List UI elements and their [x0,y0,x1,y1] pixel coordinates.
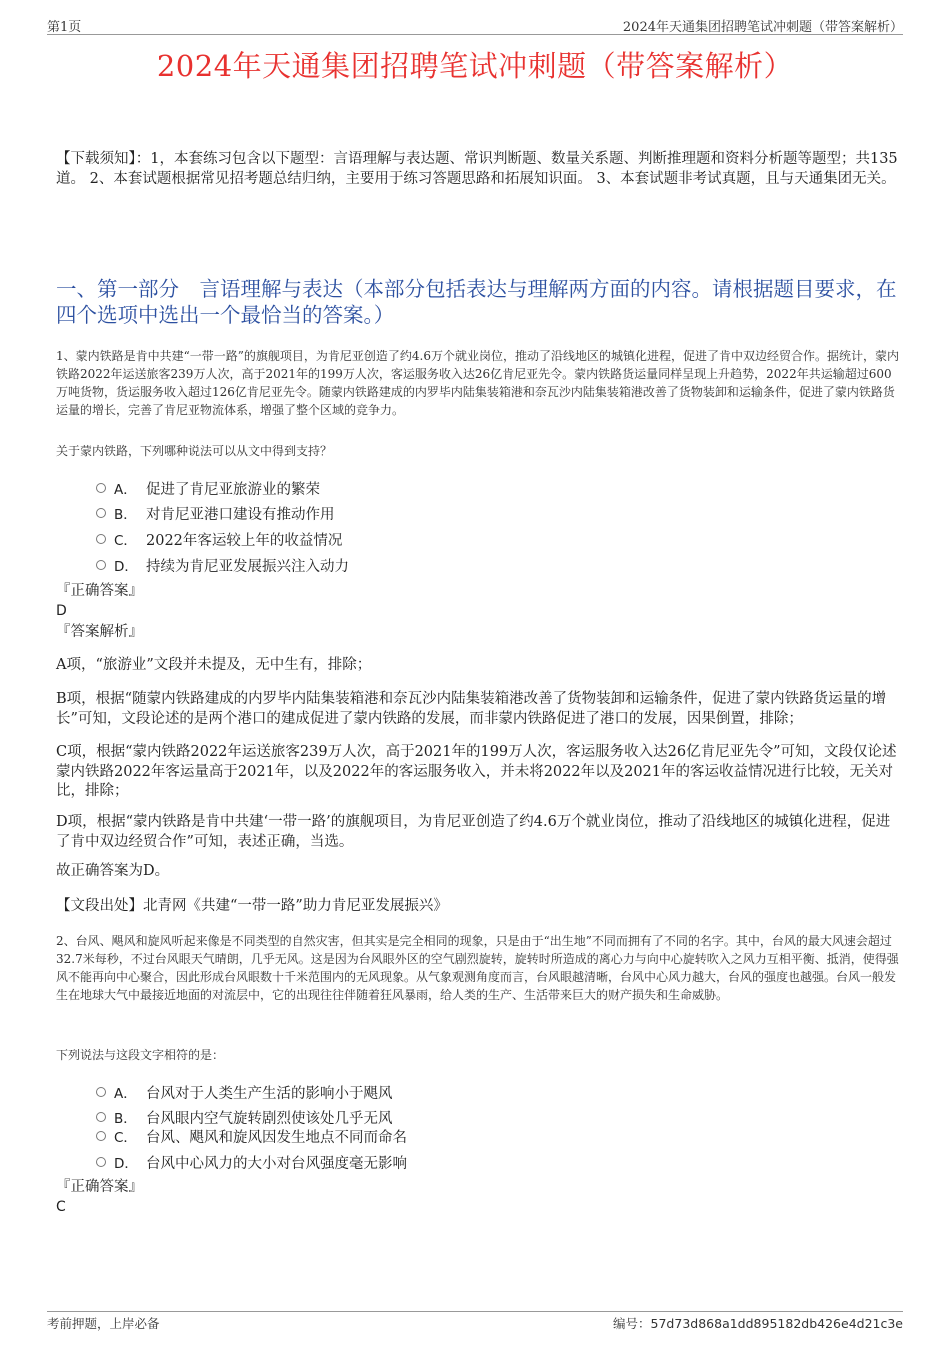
q1-passage: 1、蒙内铁路是肯中共建“一带一路”的旗舰项目，为肯尼亚创造了约4.6万个就业岗位，推动了沿线地区的城镇化进程，促进了肯中双边经贸合作。据统计，蒙内铁路2022年运送旅客239万人次，高于2021年的199万人次，客运服务收入达26亿肯尼亚先令。蒙内铁路货运量同样呈现上升趋势，2022年共运输超过600万吨货物，货运服务收入超过126亿肯尼亚先令。随蒙内铁路建成的内罗毕内陆集装箱港和奈瓦沙内陆集装箱港改善了货物装卸和运输条件，促进了蒙内铁路货运量的增长，完善了肯尼亚物流体系，增强了整个区域的竞争力。 [56,349,899,417]
option-text: 2022年客运较上年的收益情况 [146,533,343,549]
option-label: B． [114,1111,137,1127]
option-label: D． [114,559,138,575]
option-label: B． [114,507,137,523]
q1-analysis-a: A项，“旅游业”文段并未提及，无中生有，排除； [56,657,372,673]
q1-analysis-b: B项，根据“随蒙内铁路建成的内罗毕内陆集装箱港和奈瓦沙内陆集装箱港改善了货物装卸和运输条件，促进了蒙内铁路货运量的增长”可知，文段论述的是两个港口的建成促进了蒙内铁路的发展，而非蒙内铁路促进了港口的发展，因果倒置，排除； [56,691,887,727]
option-label: A． [114,482,137,498]
section-title: 一、第一部分 言语理解与表达（本部分包括表达与理解两方面的内容。请根据题目要求，在四个选项中选出一个最恰当的答案。） [56,277,897,327]
radio-icon[interactable] [96,1112,106,1122]
radio-icon[interactable] [96,560,106,570]
footer-code-label: 编号： [613,1316,651,1331]
option-text: 对肯尼亚港口建设有推动作用 [146,507,335,523]
radio-icon[interactable] [96,1087,106,1097]
q1-source: 【文段出处】北青网《共建“一带一路”助力肯尼亚发展振兴》 [56,898,448,914]
q1-analysis-c: C项，根据“蒙内铁路2022年运送旅客239万人次，高于2021年的199万人次，客运服务收入达26亿肯尼亚先令”可知，文段仅论述蒙内铁路2022年客运量高于2021年，以及2022年的客运服务收入，并未将2022年以及2021年的客运收益情况进行比较，无关对比，排除； [56,744,897,799]
radio-icon[interactable] [96,508,106,518]
radio-icon[interactable] [96,1157,106,1167]
option-text: 持续为肯尼亚发展振兴注入动力 [146,559,349,575]
q1-conclusion: 故正确答案为D。 [56,863,170,879]
option-label: C． [114,1130,137,1146]
q1-answer-heading: 『正确答案』 [56,583,143,599]
q2-answer: C [56,1199,66,1215]
page-header [47,14,903,35]
q1-analysis-d: D项，根据“蒙内铁路是肯中共建‘一带一路’的旗舰项目，为肯尼亚创造了约4.6万个就业岗位，推动了沿线地区的城镇化进程，促进了肯中双边经贸合作”可知，表述正确，当选。 [56,814,891,850]
option-text: 台风眼内空气旋转剧烈使该处几乎无风 [146,1111,393,1127]
page-number: 第1页 [47,20,82,35]
option-text: 台风中心风力的大小对台风强度毫无影响 [146,1156,407,1172]
q2-answer-heading: 『正确答案』 [56,1179,143,1195]
footer-code-value: 57d73d868a1dd895182db426e4d21c3e [650,1316,903,1331]
radio-icon[interactable] [96,534,106,544]
q1-question: 关于蒙内铁路，下列哪种说法可以从文中得到支持？ [56,444,333,458]
option-text: 促进了肯尼亚旅游业的繁荣 [146,482,320,498]
q2-passage: 2、台风、飓风和旋风听起来像是不同类型的自然灾害，但其实是完全相同的现象，只是由于“出生地”不同而拥有了不同的名字。其中，台风的最大风速会超过32.7米每秒，不过台风眼天气晴朗，几乎无风。这是因为台风眼外区的空气剧烈旋转，旋转时所造成的离心力与向中心旋转吹入之风力互相平衡、抵消，使得强风不能再向中心聚合，因此形成台风眼数十千米范围内的无风现象。从气象观测角度而言，台风眼越清晰，台风中心风力越大，台风的强度也越强。台风一般发生在地球大气中最接近地面的对流层中，它的出现往往伴随着狂风暴雨，给人类的生产、生活带来巨大的财产损失和生命威胁。 [56,934,899,1002]
option-label: A． [114,1086,137,1102]
q1-analysis-heading: 『答案解析』 [56,624,143,640]
option-label: D． [114,1156,138,1172]
radio-icon[interactable] [96,1131,106,1141]
header-doc-title: 2024年天通集团招聘笔试冲刺题（带答案解析） [622,20,903,35]
radio-icon[interactable] [96,483,106,493]
option-label: C． [114,533,137,549]
option-text: 台风对于人类生产生活的影响小于飓风 [146,1086,393,1102]
option-text: 台风、飓风和旋风因发生地点不同而命名 [146,1130,407,1146]
q2-question: 下列说法与这段文字相符的是： [56,1048,225,1062]
document-title: 2024年天通集团招聘笔试冲刺题（带答案解析） [156,49,794,83]
footer-slogan: 考前押题，上岸必备 [47,1316,160,1331]
download-notice: 【下载须知】：1，本套练习包含以下题型：言语理解与表达题、常识判断题、数量关系题、判断推理题和资料分析题等题型；共135道。 2、本套试题根据常见招考题总结归纳，主要用于练习答题思路和拓展知识面。 3、本套试题非考试真题，且与天通集团无关。 [56,151,898,187]
q1-answer: D [56,603,67,619]
footer-code [613,1314,903,1332]
page-footer [47,1311,903,1331]
